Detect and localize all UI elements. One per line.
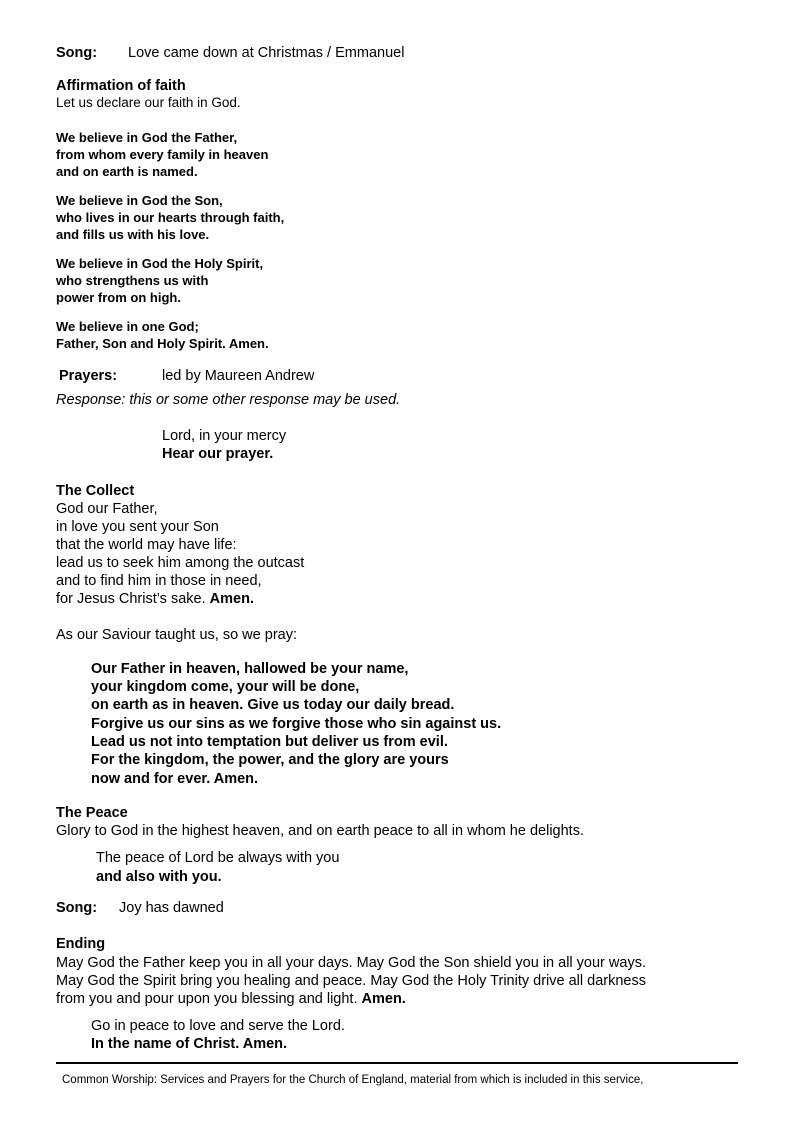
collect-line: for Jesus Christ’s sake.	[56, 591, 206, 607]
collect-line-last	[56, 590, 254, 608]
creed-line: power from on high.	[56, 290, 181, 305]
song-label: Song:	[56, 45, 98, 61]
collect-line: God our Father,	[56, 501, 158, 517]
collect-line: that the world may have life:	[56, 537, 237, 553]
affirmation-intro: Let us declare our faith in God.	[56, 95, 241, 110]
ending-line-last	[56, 990, 406, 1008]
creed-line: who strengthens us with	[56, 273, 209, 288]
ending-amen: Amen.	[361, 991, 406, 1007]
prayers-response: Hear our prayer.	[162, 446, 274, 462]
dismissal: Go in peace to love and serve the Lord.	[91, 1018, 345, 1034]
creed-line: Father, Son and Holy Spirit. Amen.	[56, 336, 269, 351]
song-label: Song:	[56, 900, 98, 916]
lords-prayer-line: your kingdom come, your will be done,	[91, 679, 360, 695]
peace-response: and also with you.	[96, 869, 222, 885]
peace-heading: The Peace	[56, 805, 128, 821]
creed-line: and fills us with his love.	[56, 227, 210, 242]
creed-line: We believe in God the Son,	[56, 193, 223, 208]
song-title: Joy has dawned	[119, 900, 224, 916]
prayers-label: Prayers:	[59, 368, 118, 384]
lords-prayer-line: Forgive us our sins as we forgive those who sin against us.	[91, 716, 502, 732]
ending-line: May God the Spirit bring you healing and peace. May God the Holy Trinity drive all darkness	[56, 973, 646, 989]
lords-prayer-line: now and for ever. Amen.	[91, 771, 259, 787]
peace-versicle: The peace of Lord be always with you	[96, 850, 340, 866]
ending-heading: Ending	[56, 936, 106, 952]
footer-divider	[56, 1062, 738, 1064]
collect-line: lead us to seek him among the outcast	[56, 555, 305, 571]
collect-line: in love you sent your Son	[56, 519, 219, 535]
creed-line: and on earth is named.	[56, 164, 198, 179]
collect-line: and to find him in those in need,	[56, 573, 262, 589]
creed-line: We believe in God the Holy Spirit,	[56, 256, 264, 271]
prayers-leader: led by Maureen Andrew	[162, 368, 315, 384]
lords-prayer-line: on earth as in heaven. Give us today our daily bread.	[91, 697, 455, 713]
lords-prayer-line: For the kingdom, the power, and the glory are yours	[91, 752, 449, 768]
collect-heading: The Collect	[56, 483, 135, 499]
creed-line: We believe in one God;	[56, 319, 199, 334]
footer-text: Common Worship: Services and Prayers for the Church of England, material from which is included in this service,	[62, 1074, 644, 1086]
lords-prayer-line: Lead us not into temptation but deliver us from evil.	[91, 734, 448, 750]
song-title: Love came down at Christmas / Emmanuel	[128, 45, 405, 61]
creed-line: who lives in our hearts through faith,	[56, 210, 285, 225]
affirmation-heading: Affirmation of faith	[56, 78, 186, 94]
collect-amen: Amen.	[209, 591, 254, 607]
peace-text: Glory to God in the highest heaven, and on earth peace to all in whom he delights.	[56, 823, 584, 839]
lords-prayer-intro: As our Saviour taught us, so we pray:	[56, 627, 297, 643]
ending-line: May God the Father keep you in all your days. May God the Son shield you in all your ways.	[56, 955, 646, 971]
response-note: Response: this or some other response may be used.	[56, 392, 401, 408]
lords-prayer-line: Our Father in heaven, hallowed be your name,	[91, 661, 409, 677]
dismissal-response: In the name of Christ. Amen.	[91, 1036, 288, 1052]
creed-line: We believe in God the Father,	[56, 130, 238, 145]
ending-line: from you and pour upon you blessing and light.	[56, 991, 358, 1007]
prayers-versicle: Lord, in your mercy	[162, 428, 287, 444]
creed-line: from whom every family in heaven	[56, 147, 269, 162]
